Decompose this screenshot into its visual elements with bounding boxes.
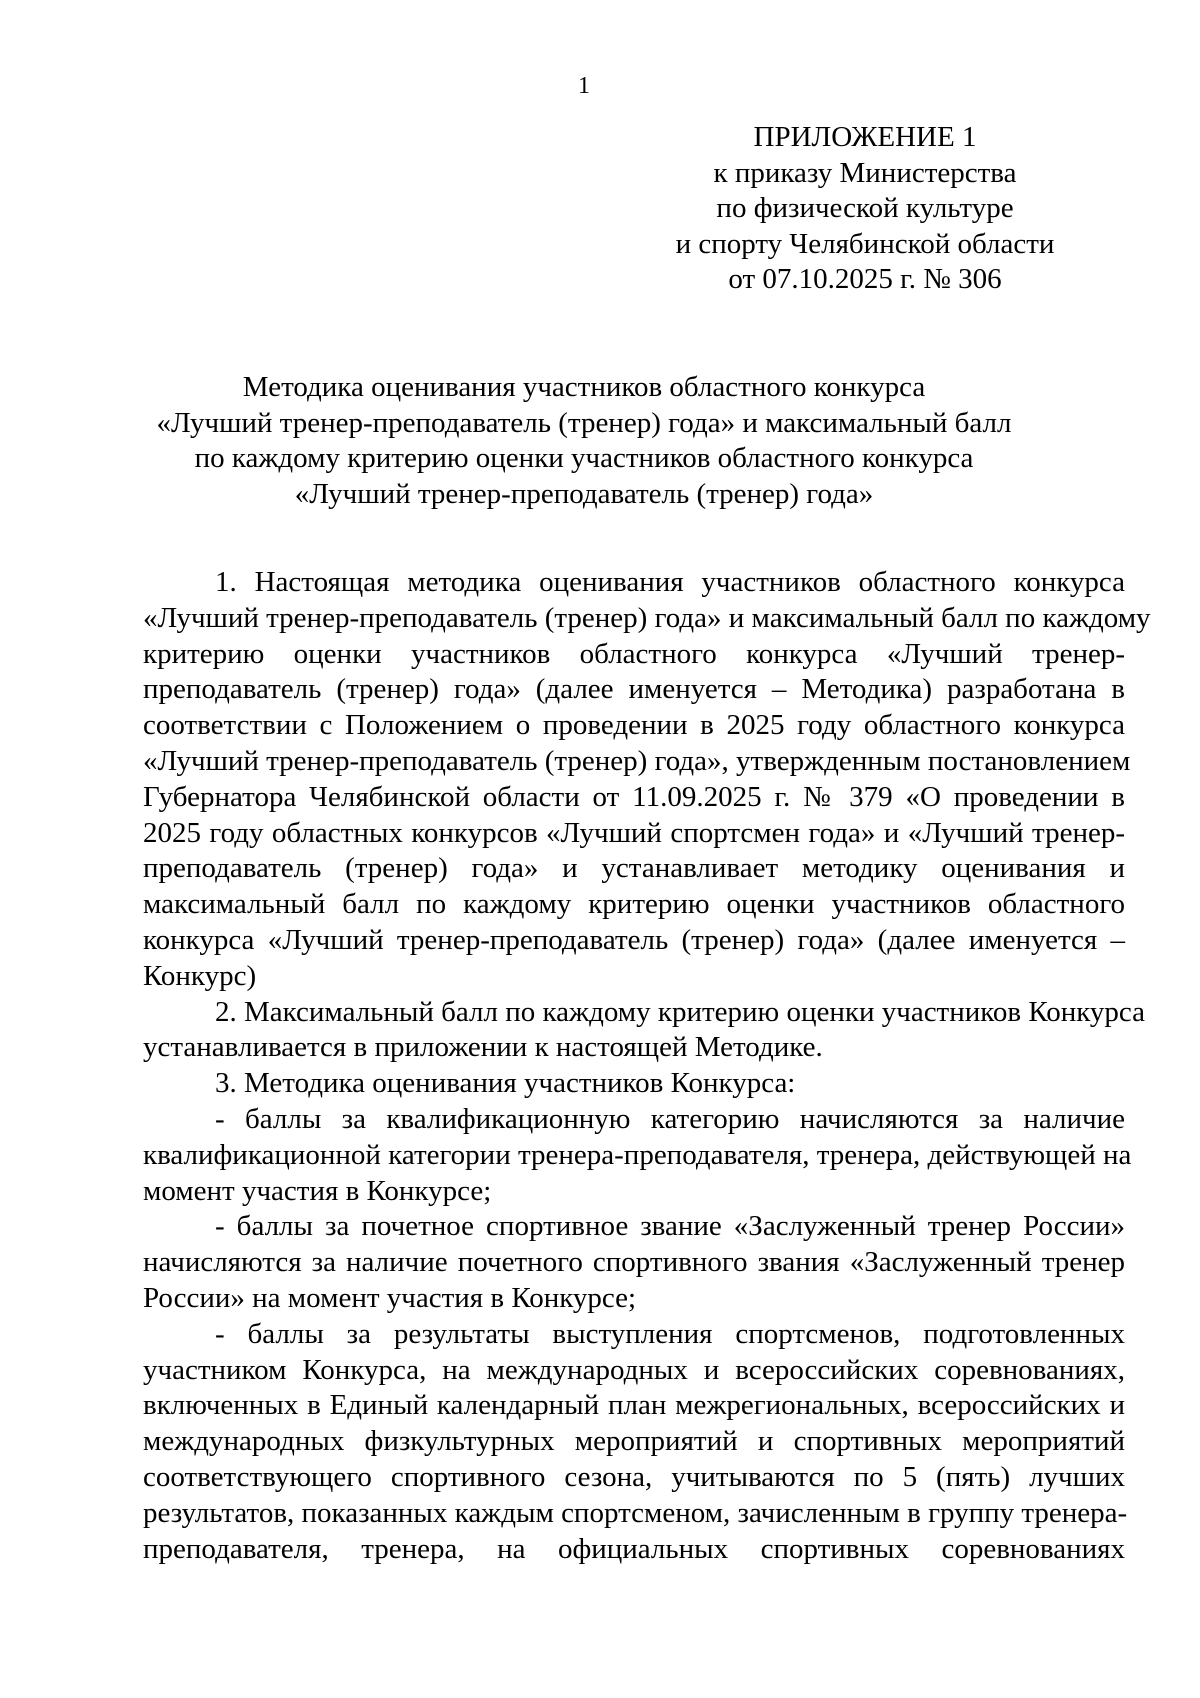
text-line: Губернатора Челябинской области от 11.09.2025 г. № 379 «О проведении в	[143, 780, 1125, 813]
text-line: «Лучший тренер-преподаватель (тренер) года» и максимальный балл по каждому	[143, 601, 1151, 634]
page-number: 1	[578, 73, 590, 99]
text-line: Конкурс)	[143, 959, 257, 992]
text-line: «Лучший тренер-преподаватель (тренер) года», утвержденным постановлением	[143, 744, 1131, 777]
text-line: 3. Методика оценивания участников Конкурса:	[215, 1067, 796, 1100]
text-line: 2025 году областных конкурсов «Лучший спортсмен года» и «Лучший тренер-	[143, 816, 1125, 849]
paragraph-6	[143, 1317, 1128, 1568]
document-body	[143, 565, 1151, 1567]
paragraph-5	[143, 1209, 1125, 1316]
title-line: Методика оценивания участников областного конкурса	[242, 371, 926, 403]
text-line: - баллы за результаты выступления спортсменов, подготовленных	[215, 1317, 1125, 1350]
text-line: участником Конкурса, на международных и всероссийских соревнованиях,	[143, 1353, 1125, 1386]
text-line: - баллы за квалификационную категорию начисляются за наличие	[215, 1102, 1125, 1135]
text-line: международных физкультурных мероприятий и спортивных мероприятий	[143, 1425, 1125, 1458]
title-line: по каждому критерию оценки участников областного конкурса	[194, 442, 974, 474]
text-line: критерию оценки участников областного конкурса «Лучший тренер-	[143, 637, 1125, 670]
appendix-line: к приказу Министерства	[713, 156, 1017, 189]
paragraph-2	[143, 995, 1146, 1067]
text-line: соответствии с Положением о проведении в 2025 году областного конкурса	[143, 709, 1125, 742]
appendix-line: по физической культуре	[716, 192, 1014, 224]
text-line: 1. Настоящая методика оценивания участников областного конкурса	[215, 566, 1125, 598]
paragraph-4	[143, 1102, 1132, 1209]
document-title	[150, 370, 1018, 512]
text-line: преподавателя, тренера, на официальных спортивных соревнованиях	[143, 1532, 1125, 1565]
title-line: «Лучший тренер-преподаватель (тренер) года» и максимальный балл	[156, 406, 1012, 439]
appendix-line: от 07.10.2025 г. № 306	[728, 263, 1002, 295]
text-line: максимальный балл по каждому критерию оценки участников областного	[143, 888, 1125, 921]
text-line: устанавливается в приложении к настоящей Методике.	[143, 1031, 823, 1064]
appendix-line: ПРИЛОЖЕНИЕ 1	[753, 121, 977, 153]
appendix-line: и спорту Челябинской области	[675, 227, 1055, 260]
text-line: включенных в Единый календарный план межрегиональных, всероссийских и	[143, 1389, 1125, 1422]
text-line: соответствующего спортивного сезона, учитываются по 5 (пять) лучших	[143, 1460, 1125, 1493]
text-line: преподаватель (тренер) года» и устанавливает методику оценивания и	[143, 852, 1125, 885]
paragraph-3	[143, 1066, 1125, 1102]
text-line: - баллы за почетное спортивное звание «Заслуженный тренер России»	[215, 1210, 1125, 1243]
text-line: начисляются за наличие почетного спортивного звания «Заслуженный тренер	[143, 1246, 1125, 1279]
paragraph-1	[143, 565, 1151, 995]
text-line: преподаватель (тренер) года» (далее именуется – Методика) разработана в	[143, 673, 1125, 706]
text-line: момент участия в Конкурсе;	[143, 1174, 492, 1207]
text-line: результатов, показанных каждым спортсменом, зачисленным в группу тренера-	[143, 1496, 1128, 1529]
appendix-header	[655, 120, 1075, 298]
title-line: «Лучший тренер-преподаватель (тренер) года»	[294, 477, 874, 510]
text-line: России» на момент участия в Конкурсе;	[143, 1281, 637, 1314]
text-line: конкурса «Лучший тренер-преподаватель (тренер) года» (далее именуется –	[143, 923, 1125, 956]
text-line: квалификационной категории тренера-преподавателя, тренера, действующей на	[143, 1138, 1132, 1171]
text-line: 2. Максимальный балл по каждому критерию оценки участников Конкурса	[215, 995, 1146, 1028]
